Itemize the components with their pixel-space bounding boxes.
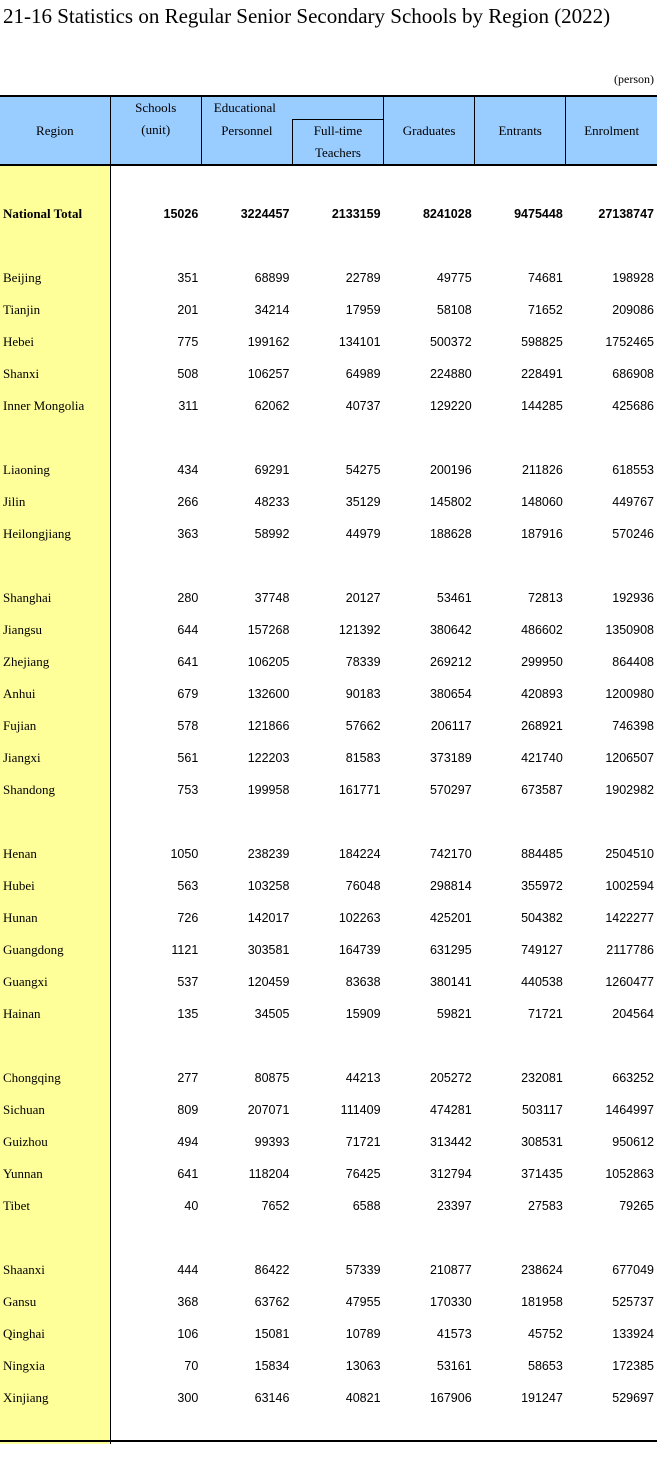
- header-schools-line2: (unit): [141, 122, 171, 137]
- entrants-cell: 299950: [521, 655, 563, 669]
- graduates-cell: 49775: [436, 271, 472, 285]
- schools-cell: 644: [177, 623, 199, 637]
- schools-cell: 266: [177, 495, 199, 509]
- educational-personnel-cell: 7652: [261, 1199, 290, 1213]
- full-time-teachers-cell: 40821: [345, 1391, 381, 1405]
- region-name: Shandong: [0, 774, 110, 806]
- schools-cell: 561: [177, 751, 199, 765]
- region-name: Yunnan: [0, 1158, 110, 1190]
- entrants-cell: 71721: [528, 1007, 563, 1021]
- region-name: Sichuan: [0, 1094, 110, 1126]
- full-time-teachers-cell: 184224: [338, 847, 381, 861]
- graduates-cell: 200196: [429, 463, 472, 477]
- table-row: [0, 454, 657, 486]
- region-name: Shanxi: [0, 358, 110, 390]
- graduates-cell: 224880: [429, 367, 472, 381]
- full-time-teachers-cell: 57339: [345, 1263, 381, 1277]
- region-name: Guangxi: [0, 966, 110, 998]
- table-row: [0, 1382, 657, 1414]
- full-time-teachers-cell: 40737: [345, 399, 381, 413]
- table-row: [0, 486, 657, 518]
- table-row: [0, 838, 657, 870]
- enrolment-cell: 529697: [612, 1391, 654, 1405]
- enrolment-cell: 425686: [612, 399, 654, 413]
- full-time-teachers-cell: 76048: [345, 879, 381, 893]
- region-name: Henan: [0, 838, 110, 870]
- enrolment-cell: 1422277: [605, 911, 654, 925]
- entrants-cell: 148060: [521, 495, 563, 509]
- region-name: Xinjiang: [0, 1382, 110, 1414]
- educational-personnel-cell: 99393: [254, 1135, 290, 1149]
- table-row: [0, 870, 657, 902]
- header-educational-personnel-group: [201, 96, 383, 120]
- schools-cell: 641: [177, 655, 199, 669]
- full-time-teachers-cell: 64989: [345, 367, 381, 381]
- header-graduates: [384, 96, 475, 165]
- enrolment-cell: 198928: [612, 271, 654, 285]
- entrants-cell: 371435: [521, 1167, 563, 1181]
- enrolment-cell: 1902982: [605, 783, 654, 797]
- educational-personnel-cell: 58992: [254, 527, 290, 541]
- schools-cell: 70: [184, 1359, 199, 1373]
- schools-cell: 434: [177, 463, 199, 477]
- header-educational-personnel: [201, 120, 292, 166]
- region-name: Jiangxi: [0, 742, 110, 774]
- entrants-cell: 58653: [528, 1359, 563, 1373]
- full-time-teachers-cell: 121392: [338, 623, 381, 637]
- schools-cell: 679: [177, 687, 199, 701]
- graduates-cell: 129220: [429, 399, 472, 413]
- full-time-teachers-cell: 83638: [345, 975, 381, 989]
- schools-cell: 809: [177, 1103, 199, 1117]
- region-name: Inner Mongolia: [0, 390, 110, 422]
- region-name: Hainan: [0, 998, 110, 1030]
- educational-personnel-cell: 63762: [254, 1295, 290, 1309]
- enrolment-cell: 1206507: [605, 751, 654, 765]
- region-name: Hebei: [0, 326, 110, 358]
- enrolment-cell: 27138747: [598, 207, 654, 221]
- region-name: National Total: [0, 198, 110, 230]
- educational-personnel-cell: 3224457: [240, 207, 290, 221]
- schools-cell: 311: [178, 399, 199, 413]
- schools-cell: 363: [177, 527, 199, 541]
- graduates-cell: 23397: [436, 1199, 472, 1213]
- schools-cell: 280: [177, 591, 199, 605]
- entrants-cell: 9475448: [514, 207, 563, 221]
- header-region-label: Region: [36, 122, 74, 138]
- educational-personnel-cell: 69291: [254, 463, 290, 477]
- table-header: [0, 96, 657, 165]
- full-time-teachers-cell: 22789: [345, 271, 381, 285]
- full-time-teachers-cell: 6588: [352, 1199, 381, 1213]
- table-row: [0, 294, 657, 326]
- full-time-teachers-cell: 20127: [345, 591, 381, 605]
- header-enrolment: [566, 96, 657, 165]
- graduates-cell: 380642: [429, 623, 472, 637]
- schools-cell: 775: [177, 335, 199, 349]
- region-name: Tianjin: [0, 294, 110, 326]
- graduates-cell: 631295: [429, 943, 472, 957]
- entrants-cell: 355972: [521, 879, 563, 893]
- entrants-cell: 181958: [521, 1295, 563, 1309]
- enrolment-cell: 1052863: [605, 1167, 654, 1181]
- page-title: 21-16 Statistics on Regular Senior Secondary Schools by Region (2022): [3, 4, 611, 28]
- table-row: [0, 1254, 657, 1286]
- educational-personnel-cell: 157268: [247, 623, 290, 637]
- region-name: Jiangsu: [0, 614, 110, 646]
- graduates-cell: 313442: [429, 1135, 472, 1149]
- full-time-teachers-cell: 10789: [345, 1327, 381, 1341]
- schools-cell: 508: [177, 367, 199, 381]
- enrolment-cell: 686908: [612, 367, 654, 381]
- entrants-cell: 71652: [528, 303, 563, 317]
- entrants-cell: 211826: [521, 463, 563, 477]
- table-row: [0, 646, 657, 678]
- graduates-cell: 298814: [429, 879, 472, 893]
- table-row: [0, 678, 657, 710]
- entrants-cell: 191247: [521, 1391, 563, 1405]
- enrolment-cell: 1464997: [605, 1103, 654, 1117]
- region-name: Gansu: [0, 1286, 110, 1318]
- entrants-cell: 884485: [521, 847, 563, 861]
- entrants-cell: 27583: [528, 1199, 563, 1213]
- entrants-cell: 72813: [528, 591, 563, 605]
- educational-personnel-cell: 37748: [254, 591, 290, 605]
- region-name: Qinghai: [0, 1318, 110, 1350]
- region-name: Jilin: [0, 486, 110, 518]
- educational-personnel-cell: 106205: [247, 655, 290, 669]
- spacer-row: [0, 550, 657, 582]
- table-row: [0, 934, 657, 966]
- table-body: [0, 165, 657, 1444]
- header-full-time-teachers: [292, 120, 383, 166]
- region-name: Beijing: [0, 262, 110, 294]
- full-time-teachers-cell: 13063: [345, 1359, 381, 1373]
- graduates-cell: 206117: [430, 719, 472, 733]
- header-graduates-label: Graduates: [402, 122, 456, 138]
- graduates-cell: 58108: [436, 303, 472, 317]
- graduates-cell: 500372: [429, 335, 472, 349]
- header-ft-line2: Teachers: [314, 145, 361, 160]
- full-time-teachers-cell: 161771: [338, 783, 381, 797]
- educational-personnel-cell: 63146: [254, 1391, 290, 1405]
- graduates-cell: 373189: [429, 751, 472, 765]
- entrants-cell: 421740: [521, 751, 563, 765]
- table-row: [0, 262, 657, 294]
- full-time-teachers-cell: 35129: [345, 495, 381, 509]
- schools-cell: 444: [177, 1263, 199, 1277]
- header-enrolment-label: Enrolment: [584, 122, 640, 138]
- educational-personnel-cell: 199958: [247, 783, 290, 797]
- full-time-teachers-cell: 102263: [338, 911, 381, 925]
- enrolment-cell: 449767: [612, 495, 654, 509]
- entrants-cell: 504382: [521, 911, 563, 925]
- table-row: [0, 518, 657, 550]
- region-name: Hubei: [0, 870, 110, 902]
- entrants-cell: 232081: [521, 1071, 563, 1085]
- enrolment-cell: 1002594: [605, 879, 654, 893]
- enrolment-cell: 570246: [612, 527, 654, 541]
- entrants-cell: 238624: [521, 1263, 563, 1277]
- graduates-cell: 53461: [436, 591, 472, 605]
- enrolment-cell: 663252: [612, 1071, 654, 1085]
- enrolment-cell: 133924: [612, 1327, 654, 1341]
- region-name: Hunan: [0, 902, 110, 934]
- graduates-cell: 210877: [429, 1263, 472, 1277]
- table-row: [0, 1318, 657, 1350]
- table-row: [0, 1350, 657, 1382]
- graduates-cell: 145802: [429, 495, 472, 509]
- enrolment-cell: 525737: [612, 1295, 654, 1309]
- educational-personnel-cell: 34505: [254, 1007, 290, 1021]
- educational-personnel-cell: 15834: [254, 1359, 290, 1373]
- enrolment-cell: 746398: [612, 719, 654, 733]
- schools-cell: 753: [177, 783, 199, 797]
- table-row: [0, 1190, 657, 1222]
- full-time-teachers-cell: 78339: [345, 655, 381, 669]
- table-row: [0, 326, 657, 358]
- statistics-table: [0, 95, 657, 1444]
- graduates-cell: 167906: [429, 1391, 472, 1405]
- full-time-teachers-cell: 44213: [345, 1071, 381, 1085]
- entrants-cell: 420893: [521, 687, 563, 701]
- graduates-cell: 59821: [436, 1007, 472, 1021]
- region-name: Zhejiang: [0, 646, 110, 678]
- entrants-cell: 598825: [521, 335, 563, 349]
- schools-cell: 537: [177, 975, 199, 989]
- table-row: [0, 966, 657, 998]
- spacer-row: [0, 1030, 657, 1062]
- spacer-row: [0, 1222, 657, 1254]
- schools-cell: 578: [177, 719, 199, 733]
- schools-cell: 300: [177, 1391, 199, 1405]
- entrants-cell: 144285: [521, 399, 563, 413]
- entrants-cell: 440538: [521, 975, 563, 989]
- educational-personnel-cell: 48233: [254, 495, 290, 509]
- header-entrants: [475, 96, 566, 165]
- graduates-cell: 312794: [429, 1167, 472, 1181]
- educational-personnel-cell: 207071: [247, 1103, 290, 1117]
- educational-personnel-cell: 15081: [254, 1327, 290, 1341]
- educational-personnel-cell: 121866: [247, 719, 290, 733]
- enrolment-cell: 2117786: [606, 943, 654, 957]
- full-time-teachers-cell: 57662: [345, 719, 381, 733]
- table-row: [0, 1286, 657, 1318]
- entrants-cell: 45752: [528, 1327, 563, 1341]
- entrants-cell: 486602: [521, 623, 563, 637]
- graduates-cell: 380654: [429, 687, 472, 701]
- enrolment-cell: 2504510: [605, 847, 654, 861]
- entrants-cell: 503117: [521, 1103, 563, 1117]
- entrants-cell: 187916: [521, 527, 563, 541]
- table-row: [0, 1062, 657, 1094]
- graduates-cell: 188628: [429, 527, 472, 541]
- schools-cell: 1121: [171, 943, 199, 957]
- entrants-cell: 673587: [521, 783, 563, 797]
- entrants-cell: 268921: [521, 719, 563, 733]
- graduates-cell: 170330: [429, 1295, 472, 1309]
- table-row: [0, 742, 657, 774]
- header-ft-line1: Full-time: [313, 123, 363, 138]
- table-row: [0, 774, 657, 806]
- table-row: [0, 1094, 657, 1126]
- graduates-cell: 269212: [429, 655, 472, 669]
- spacer-row: [0, 422, 657, 454]
- full-time-teachers-cell: 81583: [345, 751, 381, 765]
- enrolment-cell: 209086: [612, 303, 654, 317]
- table-row: [0, 1158, 657, 1190]
- schools-cell: 726: [177, 911, 199, 925]
- spacer-row: [0, 230, 657, 262]
- national-total-row: [0, 198, 657, 230]
- schools-cell: 494: [177, 1135, 199, 1149]
- enrolment-cell: 677049: [612, 1263, 654, 1277]
- enrolment-cell: 864408: [612, 655, 654, 669]
- enrolment-cell: 192936: [612, 591, 654, 605]
- graduates-cell: 41573: [436, 1327, 472, 1341]
- region-name: Guizhou: [0, 1126, 110, 1158]
- graduates-cell: 425201: [429, 911, 472, 925]
- graduates-cell: 8241028: [422, 207, 472, 221]
- region-name: Heilongjiang: [0, 518, 110, 550]
- region-name: Chongqing: [0, 1062, 110, 1094]
- full-time-teachers-cell: 15909: [345, 1007, 381, 1021]
- full-time-teachers-cell: 111409: [340, 1103, 381, 1117]
- table-row: [0, 1126, 657, 1158]
- table-row: [0, 358, 657, 390]
- header-region: [0, 96, 110, 165]
- enrolment-cell: 79265: [619, 1199, 654, 1213]
- schools-cell: 351: [177, 271, 199, 285]
- schools-cell: 563: [177, 879, 199, 893]
- full-time-teachers-cell: 17959: [345, 303, 381, 317]
- educational-personnel-cell: 68899: [254, 271, 290, 285]
- educational-personnel-cell: 120459: [247, 975, 290, 989]
- enrolment-cell: 204564: [612, 1007, 654, 1021]
- enrolment-cell: 1350908: [605, 623, 654, 637]
- table-row: [0, 614, 657, 646]
- full-time-teachers-cell: 54275: [345, 463, 381, 477]
- entrants-cell: 228491: [521, 367, 563, 381]
- educational-personnel-cell: 118204: [248, 1167, 290, 1181]
- educational-personnel-cell: 80875: [254, 1071, 290, 1085]
- enrolment-cell: 950612: [612, 1135, 654, 1149]
- schools-cell: 106: [177, 1327, 199, 1341]
- full-time-teachers-cell: 90183: [345, 687, 381, 701]
- schools-cell: 641: [177, 1167, 199, 1181]
- entrants-cell: 308531: [521, 1135, 563, 1149]
- educational-personnel-cell: 199162: [247, 335, 290, 349]
- enrolment-cell: 172385: [612, 1359, 654, 1373]
- educational-personnel-cell: 238239: [247, 847, 290, 861]
- full-time-teachers-cell: 134101: [338, 335, 381, 349]
- full-time-teachers-cell: 47955: [345, 1295, 381, 1309]
- enrolment-cell: 1260477: [605, 975, 654, 989]
- header-entrants-label: Entrants: [498, 122, 542, 138]
- educational-personnel-cell: 132600: [247, 687, 290, 701]
- full-time-teachers-cell: 44979: [345, 527, 381, 541]
- header-schools: [110, 96, 201, 165]
- graduates-cell: 380141: [429, 975, 472, 989]
- schools-cell: 277: [177, 1071, 199, 1085]
- schools-cell: 15026: [163, 207, 199, 221]
- schools-cell: 40: [184, 1199, 199, 1213]
- region-name: Fujian: [0, 710, 110, 742]
- table-row: [0, 998, 657, 1030]
- schools-cell: 135: [177, 1007, 199, 1021]
- entrants-cell: 74681: [528, 271, 563, 285]
- educational-personnel-cell: 122203: [247, 751, 290, 765]
- educational-personnel-cell: 103258: [247, 879, 290, 893]
- region-name: Liaoning: [0, 454, 110, 486]
- region-name: Anhui: [0, 678, 110, 710]
- full-time-teachers-cell: 71721: [345, 1135, 381, 1149]
- header-schools-line1: Schools: [135, 100, 177, 115]
- graduates-cell: 53161: [436, 1359, 472, 1373]
- schools-cell: 368: [177, 1295, 199, 1309]
- region-name: Guangdong: [0, 934, 110, 966]
- header-edu-line1: Educational: [213, 100, 276, 115]
- graduates-cell: 205272: [429, 1071, 472, 1085]
- full-time-teachers-cell: 76425: [345, 1167, 381, 1181]
- region-name: Shanghai: [0, 582, 110, 614]
- full-time-teachers-cell: 2133159: [331, 207, 381, 221]
- enrolment-cell: 1752465: [605, 335, 654, 349]
- graduates-cell: 570297: [429, 783, 472, 797]
- schools-cell: 1050: [170, 847, 199, 861]
- enrolment-cell: 618553: [612, 463, 654, 477]
- graduates-cell: 742170: [429, 847, 472, 861]
- unit-label: (person): [614, 72, 654, 86]
- header-edu-line2: Personnel: [221, 122, 273, 138]
- full-time-teachers-cell: 164739: [338, 943, 381, 957]
- region-name: Shaanxi: [0, 1254, 110, 1286]
- schools-cell: 201: [177, 303, 199, 317]
- table-bottom-rule: [0, 1440, 657, 1442]
- table-row: [0, 710, 657, 742]
- educational-personnel-cell: 303581: [247, 943, 290, 957]
- enrolment-cell: 1200980: [605, 687, 654, 701]
- educational-personnel-cell: 106257: [247, 367, 290, 381]
- spacer-row: [0, 165, 657, 198]
- graduates-cell: 474281: [429, 1103, 472, 1117]
- spacer-row: [0, 806, 657, 838]
- table-row: [0, 902, 657, 934]
- educational-personnel-cell: 142017: [247, 911, 290, 925]
- region-name: Tibet: [0, 1190, 110, 1222]
- educational-personnel-cell: 34214: [254, 303, 290, 317]
- table-row: [0, 390, 657, 422]
- educational-personnel-cell: 86422: [254, 1263, 290, 1277]
- entrants-cell: 749127: [521, 943, 563, 957]
- table-row: [0, 582, 657, 614]
- educational-personnel-cell: 62062: [254, 399, 290, 413]
- region-name: Ningxia: [0, 1350, 110, 1382]
